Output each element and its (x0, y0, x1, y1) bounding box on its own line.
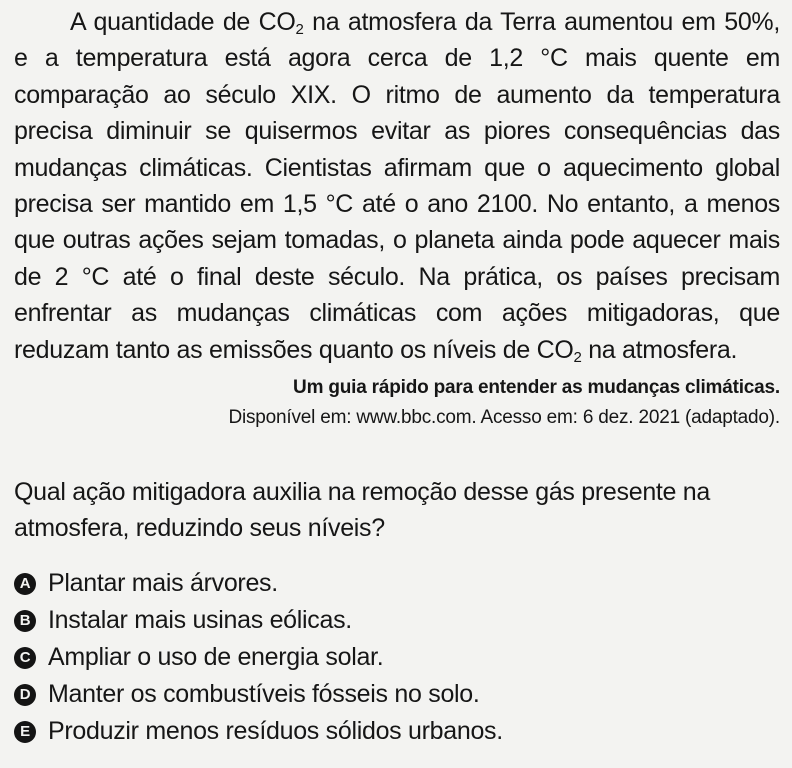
question-text: Qual ação mitigadora auxilia na remoção desse gás presente na atmosfera, reduzindo seus níveis? (14, 478, 711, 542)
option-d-letter-badge: D (14, 684, 36, 706)
option-c-letter-badge: C (14, 647, 36, 669)
passage-part-3: na atmosfera. (581, 335, 738, 364)
option-a-text: Plantar mais árvores. (48, 569, 278, 597)
option-c[interactable] (14, 639, 780, 676)
passage-text (14, 4, 780, 368)
option-b-text: Instalar mais usinas eólicas. (48, 606, 352, 634)
passage-paragraph (14, 4, 780, 368)
option-e[interactable] (14, 713, 780, 750)
option-e-letter-badge: E (14, 721, 36, 743)
option-a[interactable] (14, 565, 780, 602)
passage-part-2: na atmosfera da Terra aumentou em 50%, e a temperatura está agora cerca de 1,2 °C mais quente em comparação ao século XIX. O ritmo de aumento da temperatura precisa diminuir se quisermos evitar as piores consequências das mudanças climáticas. Cientistas afirmam que o aquecimento global precisa ser mantido em 1,5 °C até o ano 2100. No entanto, a menos que outras ações sejam tomadas, o planeta ainda pode aquecer mais de 2 °C até o final deste século. Na prática, os países precisam enfrentar as mudanças climáticas com ações mitigadoras, que reduzam tanto as emissões quanto os níveis de CO (14, 8, 780, 364)
option-b-letter-badge: B (14, 610, 36, 632)
co2-subscript-2: 2 (573, 348, 582, 366)
passage-part-1: A quantidade de CO (70, 8, 296, 36)
option-e-text: Produzir menos resíduos sólidos urbanos. (48, 717, 503, 745)
option-d-text: Manter os combustíveis fósseis no solo. (48, 680, 480, 708)
source-title: Um guia rápido para entender as mudanças climáticas. (293, 377, 780, 398)
option-a-letter-badge: A (14, 573, 36, 595)
option-d[interactable] (14, 676, 780, 713)
question-block (14, 474, 780, 546)
source-citation (228, 373, 780, 433)
option-c-text: Ampliar o uso de energia solar. (48, 643, 384, 671)
source-availability: Disponível em: www.bbc.com. Acesso em: 6 dez. 2021 (adaptado). (228, 407, 780, 428)
option-b[interactable] (14, 602, 780, 639)
answer-options (14, 565, 780, 750)
co2-subscript-1: 2 (295, 21, 304, 38)
